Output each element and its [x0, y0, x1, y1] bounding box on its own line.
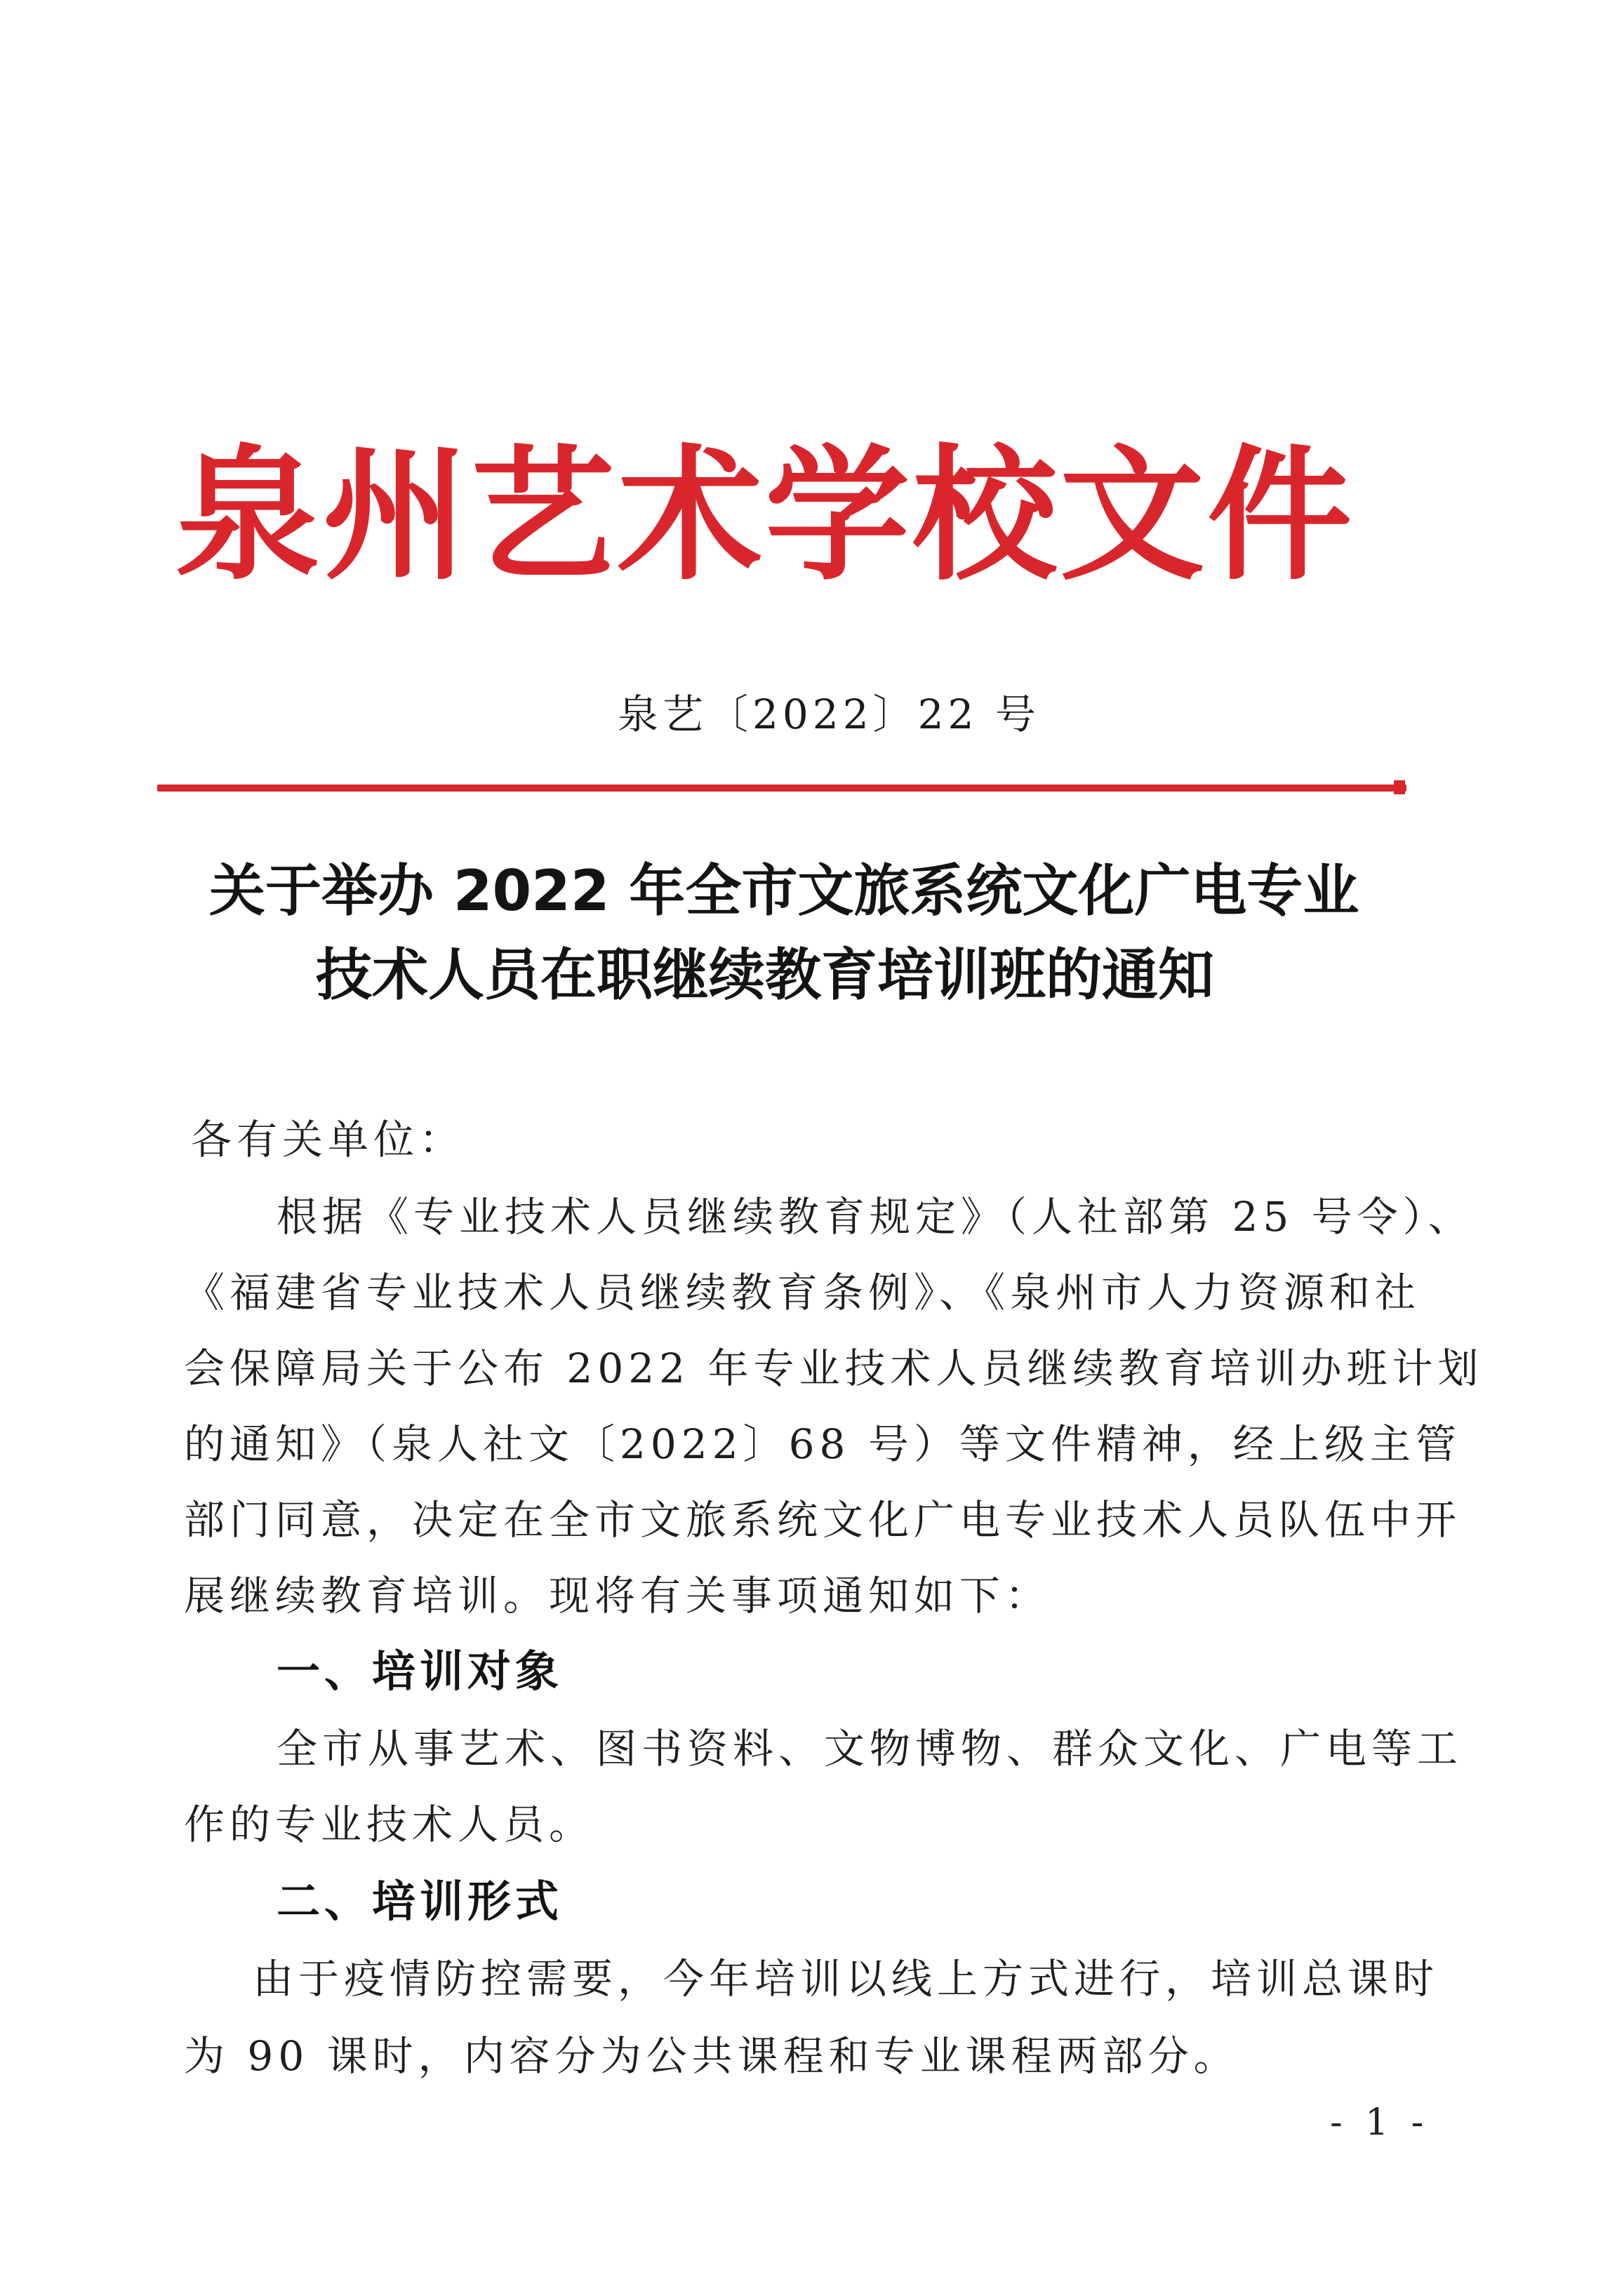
section-1-line: 全市从事艺术、图书资料、文物博物、群众文化、广电等工: [277, 1725, 1463, 1773]
intro-line: 根据《专业技术人员继续教育规定》（人社部第 25 号令）、: [277, 1193, 1474, 1241]
document-number: 泉艺〔2022〕22 号: [618, 690, 1040, 738]
page-number: - 1 -: [1330, 2102, 1430, 2144]
intro-line: 《福建省专业技术人员继续教育条例》、《泉州市人力资源和社: [184, 1269, 1421, 1316]
section-2-heading: 二、培训形式: [277, 1876, 564, 1927]
intro-line: 会保障局关于公布 2022 年专业技术人员继续教育培训办班计划: [184, 1344, 1484, 1392]
section-2-line: 为 90 课时，内容分为公共课程和专业课程两部分。: [184, 2032, 1239, 2080]
red-divider-line: [157, 785, 1406, 792]
intro-line: 的通知》（泉人社文〔2022〕68 号）等文件精神，经上级主管: [184, 1420, 1461, 1468]
section-2-line: 由于疫情防控需要，今年培训以线上方式进行，培训总课时: [253, 1955, 1439, 2003]
document-header-title: 泉州艺术学校文件: [175, 432, 1355, 600]
section-1-line: 作的专业技术人员。: [184, 1801, 595, 1848]
notice-title-line-2: 技术人员在职继续教育培训班的通知: [316, 942, 1214, 1008]
notice-title-line-1: 关于举办 2022 年全市文旅系统文化广电专业: [209, 858, 1359, 923]
salutation: 各有关单位：: [191, 1116, 465, 1163]
section-1-heading: 一、培训对象: [277, 1646, 564, 1697]
intro-line: 部门同意，决定在全市文旅系统文化广电专业技术人员队伍中开: [184, 1496, 1462, 1544]
red-divider-end-mark: [1394, 780, 1405, 794]
intro-line: 展继续教育培训。现将有关事项通知如下：: [184, 1572, 1051, 1620]
